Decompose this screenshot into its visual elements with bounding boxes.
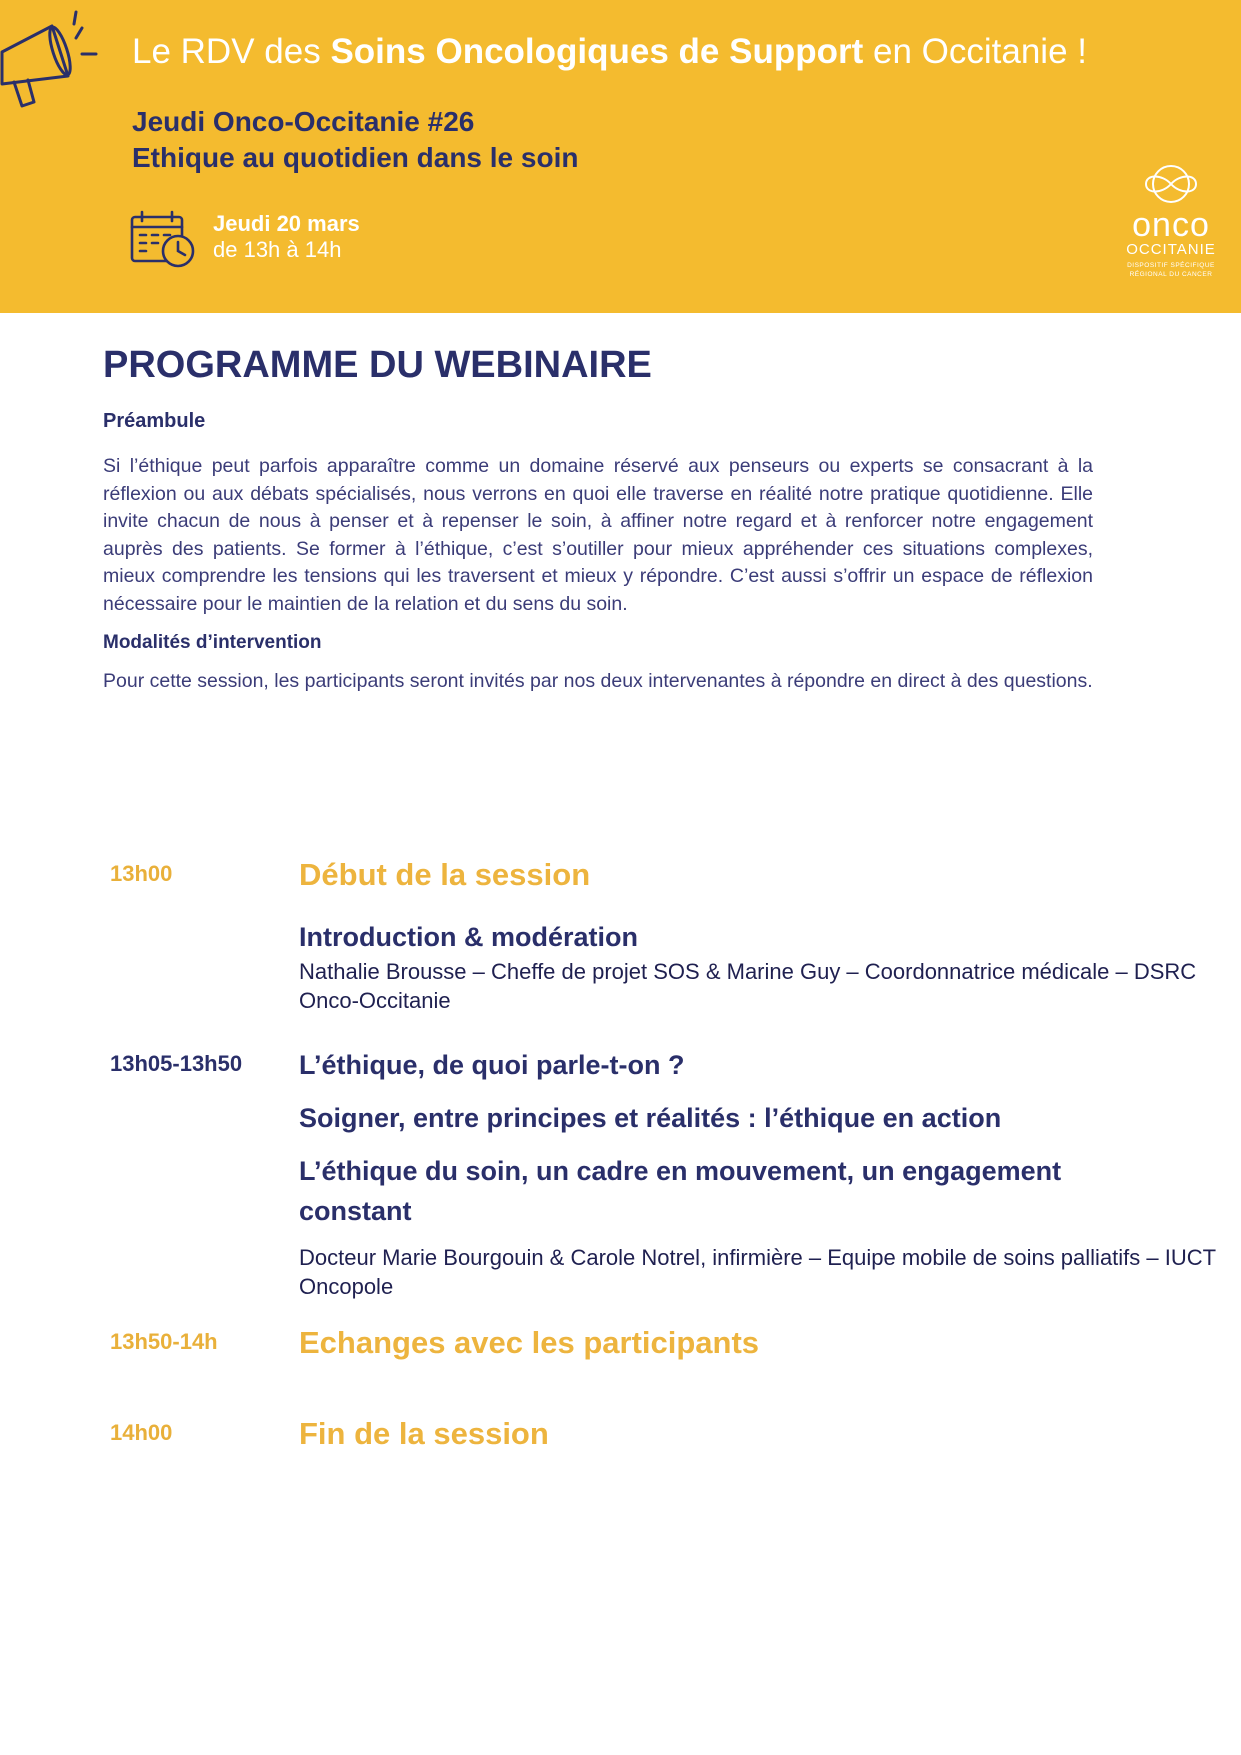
slot-time: 13h05-13h50 — [110, 1051, 243, 1076]
tagline-suffix: en Occitanie ! — [872, 32, 1087, 71]
modalites-text: Pour cette session, les participants seront invités par nos deux intervenantes à répondre en direct à des questions. — [103, 670, 1093, 692]
tagline-highlight: Soins Oncologiques de Support — [330, 32, 864, 71]
event-date — [213, 211, 360, 263]
schedule-slot — [110, 1045, 1216, 1301]
schedule-slot — [110, 1323, 1160, 1363]
schedule-slot — [110, 855, 1197, 1015]
talk-title: L’éthique du soin, un cadre en mouvement, un engagement constant — [299, 1156, 1062, 1226]
preamble-text: Si l’éthique peut parfois apparaître comme un domaine réservé aux penseurs ou experts se consacrant à la réflexion ou aux débats spécialisés, nous verrons en quoi elle traverse en réalité notre pratique quotidienne. Elle invite chacun de nous à penser et à repenser le soin, à affiner notre regard et à renforcer notre engagement auprès des patients. Se former à l’éthique, c’est s’outiller pour mieux appréhender ces situations complexes, mieux comprendre les tensions qui les traversent et mieux y répondre. C’est aussi s’offrir un espace de réflexion nécessaire pour le maintien de la relation et du sens du soin. — [103, 455, 1093, 615]
logo-subtitle: DISPOSITIF SPÉCIFIQUE RÉGIONAL DU CANCER — [1127, 262, 1215, 278]
slot-title: Fin de la session — [299, 1416, 549, 1451]
event-hours: de 13h à 14h — [213, 237, 342, 262]
event-day: Jeudi 20 mars — [213, 211, 360, 236]
header-banner — [0, 0, 1241, 313]
slot-title: Début de la session — [299, 857, 591, 892]
modalites-heading: Modalités d’intervention — [103, 632, 322, 653]
logo-region: OCCITANIE — [1126, 241, 1216, 258]
slot-subtitle: Introduction & modération — [299, 922, 638, 952]
event-theme: Ethique au quotidien dans le soin — [132, 142, 579, 173]
tagline — [132, 32, 1087, 72]
talk-title: Soigner, entre principes et réalités : l’éthique en action — [299, 1103, 1002, 1133]
slot-time: 13h50-14h — [110, 1329, 218, 1354]
slot-speakers: Docteur Marie Bourgouin & Carole Notrel, infirmière – Equipe mobile de soins palliatifs – IUCT Oncopole — [299, 1245, 1216, 1299]
page-title: PROGRAMME DU WEBINAIRE — [103, 344, 652, 386]
megaphone-icon — [0, 10, 110, 110]
tagline-prefix: Le RDV des — [132, 32, 321, 71]
programme-section — [103, 342, 1103, 696]
event-number: Jeudi Onco-Occitanie #26 — [132, 106, 475, 137]
calendar-clock-icon — [130, 209, 198, 269]
infinity-logo-icon — [1134, 164, 1208, 204]
slot-time: 13h00 — [110, 861, 173, 886]
event-title — [132, 104, 578, 176]
slot-speakers: Nathalie Brousse – Cheffe de projet SOS & Marine Guy – Coordonnatrice médicale – DSRC Onco-Occitanie — [299, 959, 1197, 1013]
slot-time: 14h00 — [110, 1420, 173, 1445]
logo-name: onco — [1132, 206, 1210, 244]
slot-title: Echanges avec les participants — [299, 1325, 760, 1360]
schedule — [110, 855, 1216, 1454]
onco-occitanie-logo — [1110, 164, 1232, 279]
schedule-slot — [110, 1414, 1160, 1454]
preamble-heading: Préambule — [103, 410, 206, 432]
talk-title: L’éthique, de quoi parle-t-on ? — [299, 1050, 685, 1080]
